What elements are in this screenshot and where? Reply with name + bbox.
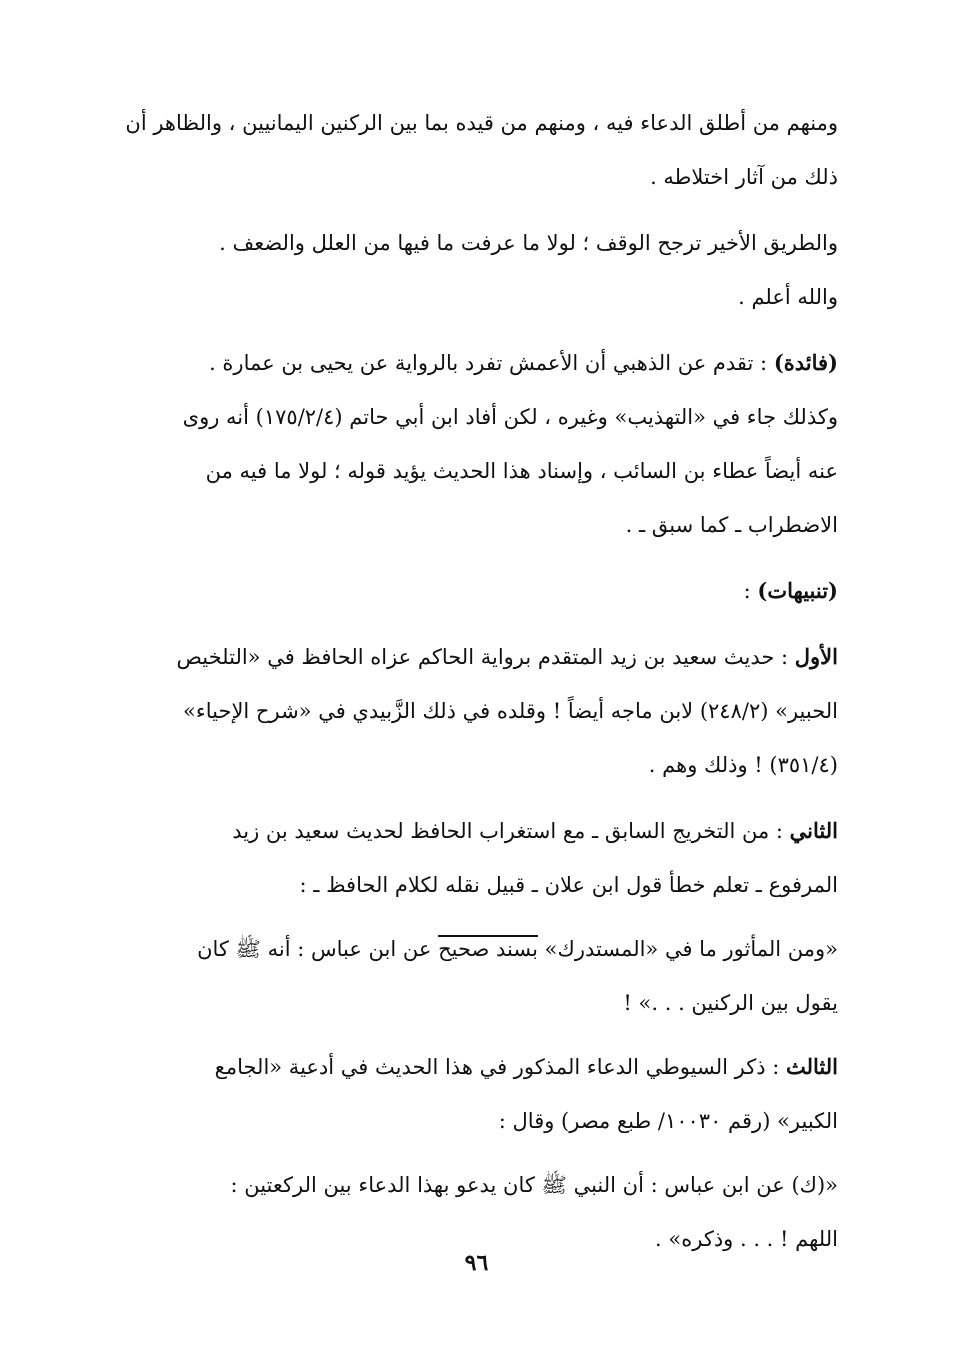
text-line: وكذلك جاء في «التهذيب» وغيره ، لكن أفاد ابن أبي حاتم (١٧٥/٢/٤) أنه روى xyxy=(182,405,838,429)
text-line: ذلك من آثار اختلاطه . xyxy=(650,165,838,189)
third-note-label: الثالث xyxy=(786,1054,838,1079)
text-span: : تقدم عن الذهبي أن الأعمش تفرد بالرواية عن يحيى بن عمارة . xyxy=(209,351,774,375)
notes-heading: (تنبيهات) xyxy=(757,578,838,603)
overlined-phrase: بسند صحيح xyxy=(438,937,538,961)
text-span: : xyxy=(743,579,758,603)
text-line xyxy=(98,922,838,976)
text-line: الاضطراب ـ كما سبق ـ . xyxy=(625,513,838,537)
paragraph-first-note xyxy=(98,630,838,792)
text-line xyxy=(98,1040,838,1094)
text-line: الكبير» (رقم ١٠٠٣٠/ طبع مصر) وقال : xyxy=(498,1109,838,1133)
text-span: : ذكر السيوطي الدعاء المذكور في هذا الحديث في أدعية «الجامع xyxy=(214,1055,786,1079)
paragraph-1 xyxy=(98,96,838,204)
text-line: الحبير» (٢٤٨/٢) لابن ماجه أيضاً ! وقلده في ذلك الزَّبيدي في «شرح الإحياء» xyxy=(183,699,838,723)
first-note-label: الأول xyxy=(794,644,838,669)
paragraph-quote xyxy=(98,922,838,1030)
text-span: : حديث سعيد بن زيد المتقدم برواية الحاكم عزاه الحافظ في «التلخيص xyxy=(176,645,795,669)
text-line: المرفوع ـ تعلم خطأ قول ابن علان ـ قبيل نقله لكلام الحافظ ـ : xyxy=(299,873,838,897)
text-line: «(ك) عن ابن عباس : أن النبي ﷺ كان يدعو بهذا الدعاء بين الركعتين : xyxy=(230,1173,838,1197)
text-span: : من التخريج السابق ـ مع استغراب الحافظ لحديث سعيد بن زيد xyxy=(232,819,790,843)
text-span: «ومن المأثور ما في «المستدرك» xyxy=(537,937,838,961)
text-line: والله أعلم . xyxy=(738,285,838,309)
text-line: يقول بين الركنين . . .» ! xyxy=(623,991,838,1015)
text-line: ومنهم من أطلق الدعاء فيه ، ومنهم من قيده بما بين الركنين اليمانيين ، والظاهر أن xyxy=(125,111,838,135)
paragraph-third-note xyxy=(98,1040,838,1148)
page-number: ٩٦ xyxy=(464,1250,489,1276)
paragraph-second-note xyxy=(98,804,838,912)
paragraph-2 xyxy=(98,216,838,324)
second-note-label: الثاني xyxy=(789,818,838,843)
benefit-label: (فائدة) xyxy=(773,350,838,375)
text-span: عن ابن عباس : أنه ﷺ كان xyxy=(197,937,439,961)
text-line xyxy=(98,336,838,390)
text-line xyxy=(98,564,838,618)
paragraph-benefit xyxy=(98,336,838,552)
text-line: والطريق الأخير ترجح الوقف ؛ لولا ما عرفت ما فيها من العلل والضعف . xyxy=(219,231,838,255)
text-line xyxy=(98,630,838,684)
text-line: (٣٥١/٤) ! وذلك وهم . xyxy=(648,753,838,777)
text-line: عنه أيضاً عطاء بن السائب ، وإسناد هذا الحديث يؤيد قوله ؛ لولا ما فيه من xyxy=(205,459,838,483)
text-line xyxy=(98,804,838,858)
text-line: اللهم ! . . . وذكره» . xyxy=(655,1227,838,1251)
body-text xyxy=(98,96,838,1278)
paragraph-notes-heading xyxy=(98,564,838,618)
